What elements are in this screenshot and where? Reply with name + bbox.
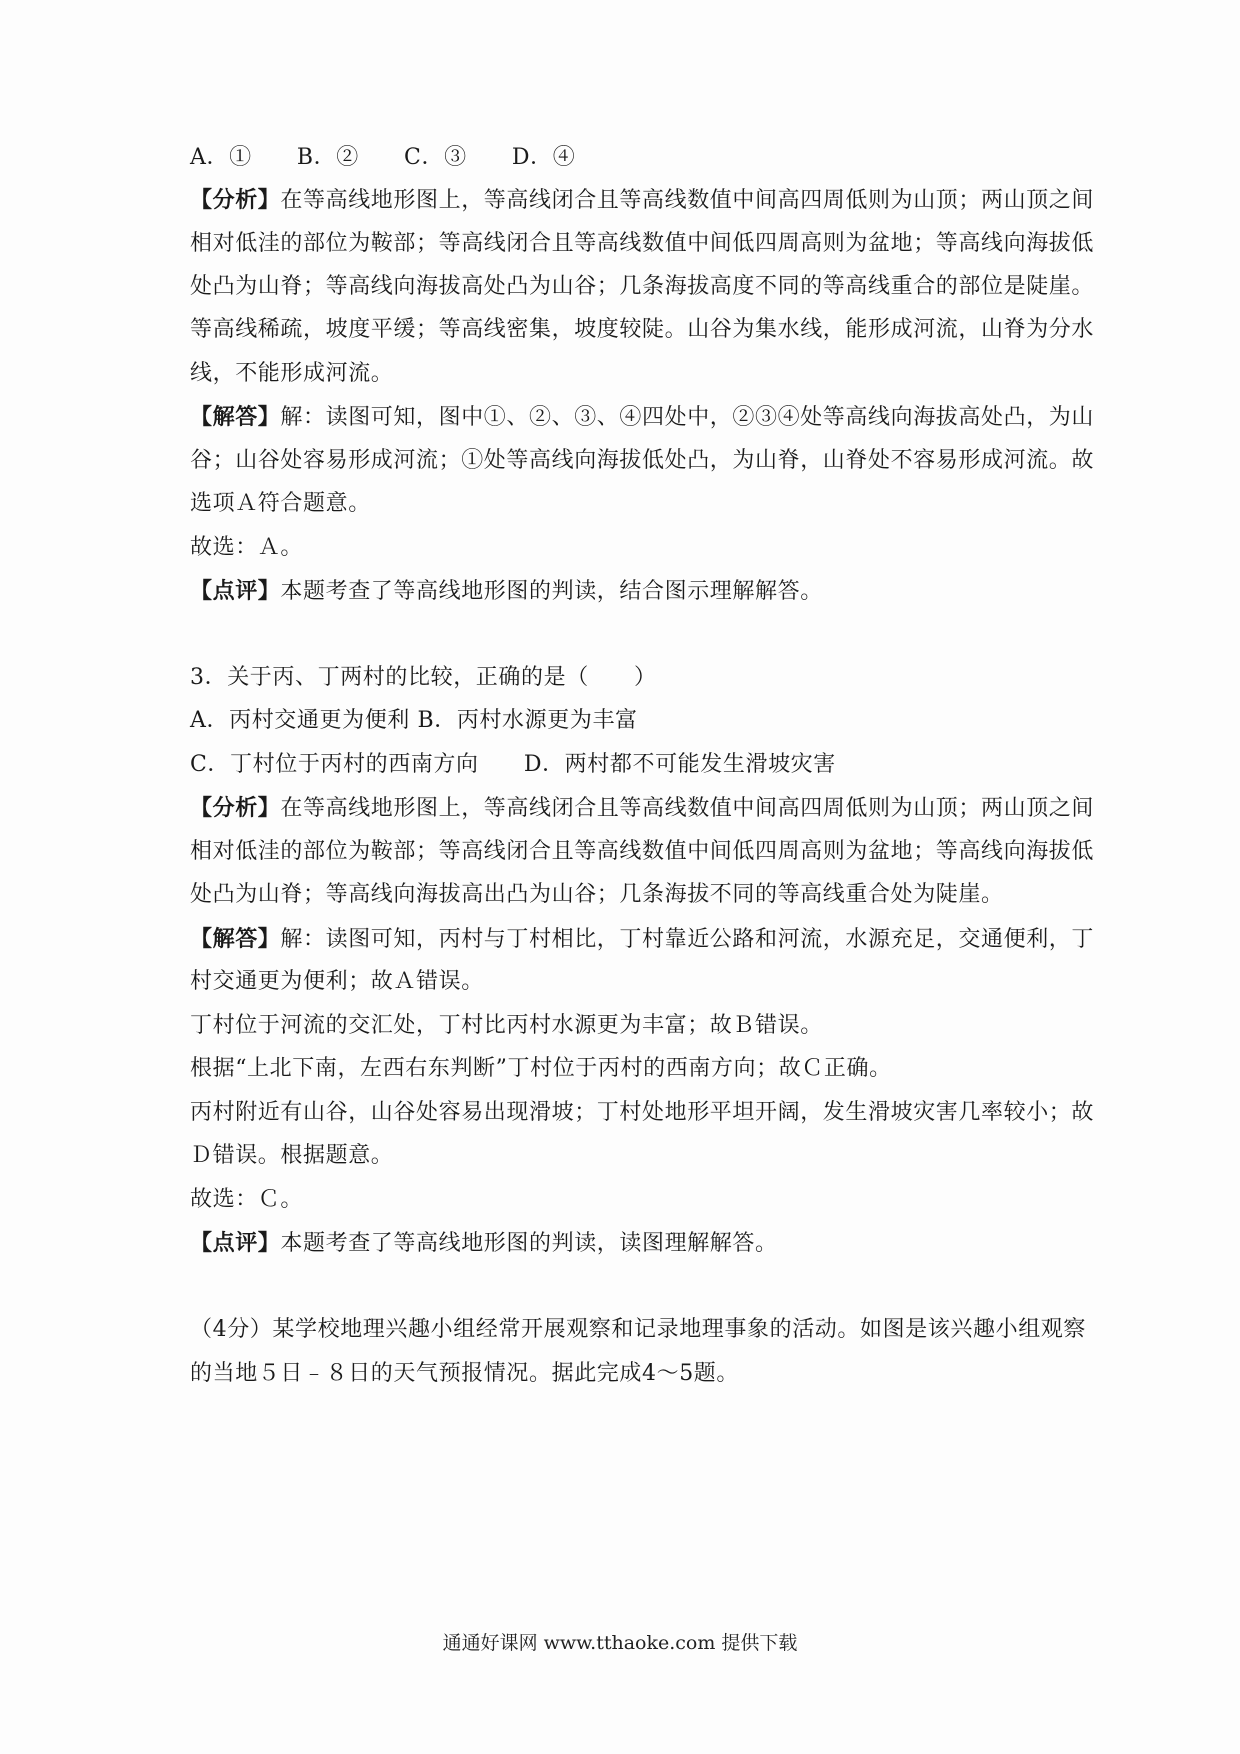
q2-analysis-line-3: 处凸为山脊；等高线向海拔高处凸为山谷；几条海拔高度不同的等高线重合的部位是陡崖。 [190, 274, 1095, 299]
q2-choice: 故选：Ａ。 [190, 535, 304, 560]
q3-analysis-line-2: 相对低洼的部位为鞍部；等高线闭合且等高线数值中间低四周高则为盆地；等高线向海拔低 [190, 839, 1095, 864]
q3-options-1: A．丙村交通更为便利 B．丙村水源更为丰富 [190, 708, 638, 733]
q3-comment-line [190, 1228, 778, 1259]
q2-analysis-line-4: 等高线稀疏，坡度平缓；等高线密集，坡度较陡。山谷为集水线，能形成河流，山脊为分水 [190, 317, 1095, 342]
analysis-label: 【分析】 [190, 795, 281, 821]
q3-choice: 故选：Ｃ。 [190, 1187, 304, 1212]
q45-intro-line-2: 的当地５日﹣８日的天气预报情况。据此完成4～5题。 [190, 1361, 739, 1386]
q3-options-2: C．丁村位于丙村的西南方向 D．两村都不可能发生滑坡灾害 [190, 752, 836, 777]
q2-analysis-line-5: 线，不能形成河流。 [190, 361, 394, 386]
q3-answer-line-5: 丙村附近有山谷，山谷处容易出现滑坡；丁村处地形平坦开阔，发生滑坡灾害几率较小；故 [190, 1100, 1095, 1125]
q3-answer-line-6: Ｄ错误。根据题意。 [190, 1143, 394, 1168]
page-footer: 通通好课网 www.tthaoke.com 提供下载 [442, 1632, 798, 1654]
answer-label: 【解答】 [190, 926, 281, 952]
q3-analysis-text-1: 在等高线地形图上，等高线闭合且等高线数值中间高四周低则为山顶；两山顶之间 [280, 796, 1095, 821]
q2-options: A．① B．② C．③ D．④ [190, 145, 576, 170]
q2-answer-line-1 [190, 402, 1094, 433]
q2-answer-text-1: 解：读图可知，图中①、②、③、④四处中，②③④处等高线向海拔高处凸，为山 [280, 405, 1095, 430]
analysis-label: 【分析】 [190, 187, 281, 213]
q2-analysis-line-1 [190, 185, 1094, 216]
q2-comment-text: 本题考查了等高线地形图的判读，结合图示理解解答。 [280, 579, 823, 604]
q2-answer-line-2: 谷；山谷处容易形成河流；①处等高线向海拔低处凸，为山脊，山脊处不容易形成河流。故 [190, 448, 1095, 473]
q3-comment-text: 本题考查了等高线地形图的判读，读图理解解答。 [280, 1231, 778, 1256]
q3-answer-line-1 [190, 924, 1094, 955]
q3-analysis-line-3: 处凸为山脊；等高线向海拔高出凸为山谷；几条海拔不同的等高线重合处为陡崖。 [190, 882, 1004, 907]
q3-answer-text-1: 解：读图可知，丙村与丁村相比，丁村靠近公路和河流，水源充足，交通便利，丁 [280, 927, 1095, 952]
q45-intro-line-1: （4分）某学校地理兴趣小组经常开展观察和记录地理事象的活动。如图是该兴趣小组观察 [190, 1317, 1086, 1342]
answer-label: 【解答】 [190, 404, 281, 430]
q2-analysis-text-1: 在等高线地形图上，等高线闭合且等高线数值中间高四周低则为山顶；两山顶之间 [280, 188, 1095, 213]
q3-answer-line-2: 村交通更为便利；故Ａ错误。 [190, 969, 484, 994]
q3-analysis-line-1 [190, 793, 1094, 824]
comment-label: 【点评】 [190, 578, 281, 604]
q2-answer-line-3: 选项Ａ符合题意。 [190, 491, 371, 516]
q2-analysis-line-2: 相对低洼的部位为鞍部；等高线闭合且等高线数值中间低四周高则为盆地；等高线向海拔低 [190, 231, 1095, 256]
q3-answer-line-3: 丁村位于河流的交汇处，丁村比丙村水源更为丰富；故Ｂ错误。 [190, 1013, 823, 1038]
q3-question: 3．关于丙、丁两村的比较，正确的是（ ） [190, 665, 657, 690]
q2-comment-line [190, 576, 823, 607]
comment-label: 【点评】 [190, 1230, 281, 1256]
q3-answer-line-4: 根据“上北下南，左西右东判断”丁村位于丙村的西南方向；故Ｃ正确。 [190, 1056, 892, 1081]
